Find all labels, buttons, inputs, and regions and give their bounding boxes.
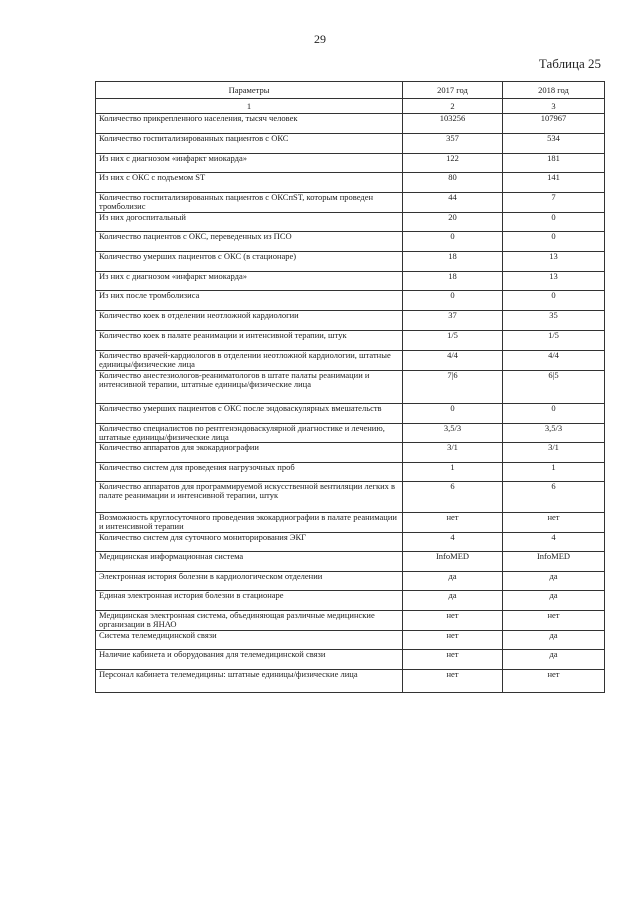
row-value-2018: 1	[503, 463, 605, 482]
row-value-2017: 20	[403, 213, 503, 232]
row-value-2018: 35	[503, 311, 605, 331]
row-value-2017: 6	[403, 482, 503, 513]
row-param: Система телемедицинской связи	[96, 631, 403, 650]
row-value-2018: InfoMED	[503, 552, 605, 572]
row-param: Количество специалистов по рентгенэндоваскулярной диагностике и лечению, штатные единицы/физические лица	[96, 424, 403, 443]
parameters-table	[95, 81, 605, 693]
column-number-row	[96, 99, 605, 114]
row-value-2018: 13	[503, 252, 605, 272]
row-value-2017: 1/5	[403, 331, 503, 351]
table-row	[96, 272, 605, 291]
row-param: Количество умерших пациентов с ОКС (в стационаре)	[96, 252, 403, 272]
row-value-2017: нет	[403, 513, 503, 533]
row-param: Количество прикрепленного населения, тысяч человек	[96, 114, 403, 134]
table-row	[96, 252, 605, 272]
row-param: Медицинская электронная система, объединяющая различные медицинские организации в ЯНАО	[96, 611, 403, 631]
row-param: Медицинская информационная система	[96, 552, 403, 572]
table-row	[96, 291, 605, 311]
table-row	[96, 331, 605, 351]
table-row	[96, 154, 605, 173]
row-value-2018: 0	[503, 232, 605, 252]
row-param: Количество госпитализированных пациентов с ОКС	[96, 134, 403, 154]
row-value-2018: нет	[503, 670, 605, 693]
table-header-row	[96, 82, 605, 99]
table-row	[96, 134, 605, 154]
row-param: Количество аппаратов для программируемой искусственной вентиляции легких в палате реанимации и интенсивной терапии, штук	[96, 482, 403, 513]
row-value-2017: 0	[403, 232, 503, 252]
row-value-2017: InfoMED	[403, 552, 503, 572]
row-value-2017: 3,5/3	[403, 424, 503, 443]
row-param: Количество систем для суточного мониторирования ЭКГ	[96, 533, 403, 552]
row-value-2018: 6|5	[503, 371, 605, 404]
row-param: Количество пациентов с ОКС, переведенных из ПСО	[96, 232, 403, 252]
table-row	[96, 404, 605, 424]
table-row	[96, 463, 605, 482]
table-row	[96, 572, 605, 591]
table-row	[96, 631, 605, 650]
header-2017: 2017 год	[403, 82, 503, 99]
row-value-2017: 1	[403, 463, 503, 482]
row-value-2017: 37	[403, 311, 503, 331]
table-row	[96, 513, 605, 533]
row-value-2017: 4	[403, 533, 503, 552]
row-value-2018: да	[503, 591, 605, 611]
row-value-2017: нет	[403, 611, 503, 631]
row-value-2018: 4	[503, 533, 605, 552]
row-value-2017: 3/1	[403, 443, 503, 463]
row-param: Количество систем для проведения нагрузочных проб	[96, 463, 403, 482]
row-value-2018: 1/5	[503, 331, 605, 351]
table-row	[96, 232, 605, 252]
row-param: Наличие кабинета и оборудования для телемедицинской связи	[96, 650, 403, 670]
row-param: Количество анестезиологов-реаниматологов в штате палаты реанимации и интенсивной терапии, штатные единицы/физические лица	[96, 371, 403, 404]
row-value-2018: 13	[503, 272, 605, 291]
row-value-2018: да	[503, 572, 605, 591]
row-param: Из них с диагнозом «инфаркт миокарда»	[96, 154, 403, 173]
row-param: Из них с диагнозом «инфаркт миокарда»	[96, 272, 403, 291]
table-row	[96, 611, 605, 631]
column-number: 1	[96, 99, 403, 114]
row-value-2018: 534	[503, 134, 605, 154]
table-row	[96, 114, 605, 134]
row-value-2017: 103256	[403, 114, 503, 134]
row-param: Из них догоспитальный	[96, 213, 403, 232]
row-value-2018: 0	[503, 404, 605, 424]
table-row	[96, 371, 605, 404]
row-param: Количество врачей-кардиологов в отделении неотложной кардиологии, штатные единицы/физические лица	[96, 351, 403, 371]
table-body	[96, 114, 605, 693]
column-number: 3	[503, 99, 605, 114]
table-row	[96, 213, 605, 232]
table-row	[96, 424, 605, 443]
row-value-2018: да	[503, 631, 605, 650]
row-value-2017: 0	[403, 291, 503, 311]
row-value-2017: 7|6	[403, 371, 503, 404]
table-row	[96, 351, 605, 371]
table-row	[96, 311, 605, 331]
row-value-2017: да	[403, 591, 503, 611]
row-value-2018: да	[503, 650, 605, 670]
row-value-2017: нет	[403, 670, 503, 693]
table-row	[96, 443, 605, 463]
row-param: Из них с ОКС с подъемом ST	[96, 173, 403, 193]
table-row	[96, 173, 605, 193]
row-value-2018: 4/4	[503, 351, 605, 371]
column-number: 2	[403, 99, 503, 114]
row-value-2017: 357	[403, 134, 503, 154]
row-value-2018: 3,5/3	[503, 424, 605, 443]
table-title: Таблица 25	[538, 56, 601, 71]
row-value-2017: да	[403, 572, 503, 591]
row-value-2018: 0	[503, 291, 605, 311]
row-value-2018: 6	[503, 482, 605, 513]
row-param: Количество коек в отделении неотложной кардиологии	[96, 311, 403, 331]
row-value-2017: нет	[403, 650, 503, 670]
row-param: Из них после тромболизиса	[96, 291, 403, 311]
row-value-2017: 80	[403, 173, 503, 193]
row-param: Количество аппаратов для экокардиографии	[96, 443, 403, 463]
table-row	[96, 193, 605, 213]
row-param: Количество умерших пациентов с ОКС после эндоваскулярных вмешательств	[96, 404, 403, 424]
table-row	[96, 670, 605, 693]
row-value-2017: 18	[403, 272, 503, 291]
row-value-2017: 18	[403, 252, 503, 272]
row-value-2018: 7	[503, 193, 605, 213]
table-row	[96, 482, 605, 513]
header-parameters: Параметры	[96, 82, 403, 99]
row-value-2017: нет	[403, 631, 503, 650]
page-number: 29	[314, 32, 326, 46]
table-row	[96, 552, 605, 572]
row-value-2018: нет	[503, 513, 605, 533]
row-value-2018: 181	[503, 154, 605, 173]
row-param: Персонал кабинета телемедицины: штатные единицы/физические лица	[96, 670, 403, 693]
row-value-2018: 141	[503, 173, 605, 193]
row-param: Электронная история болезни в кардиологическом отделении	[96, 572, 403, 591]
row-param: Единая электронная история болезни в стационаре	[96, 591, 403, 611]
row-value-2018: 0	[503, 213, 605, 232]
row-value-2017: 122	[403, 154, 503, 173]
row-value-2017: 0	[403, 404, 503, 424]
table-row	[96, 591, 605, 611]
row-value-2018: 107967	[503, 114, 605, 134]
table-row	[96, 650, 605, 670]
row-value-2018: нет	[503, 611, 605, 631]
row-param: Возможность круглосуточного проведения экокардиографии в палате реанимации и интенсивной терапии	[96, 513, 403, 533]
header-2018: 2018 год	[503, 82, 605, 99]
row-value-2018: 3/1	[503, 443, 605, 463]
row-param: Количество коек в палате реанимации и интенсивной терапии, штук	[96, 331, 403, 351]
row-value-2017: 4/4	[403, 351, 503, 371]
row-param: Количество госпитализированных пациентов с ОКСпST, которым проведен тромболизис	[96, 193, 403, 213]
row-value-2017: 44	[403, 193, 503, 213]
table-row	[96, 533, 605, 552]
